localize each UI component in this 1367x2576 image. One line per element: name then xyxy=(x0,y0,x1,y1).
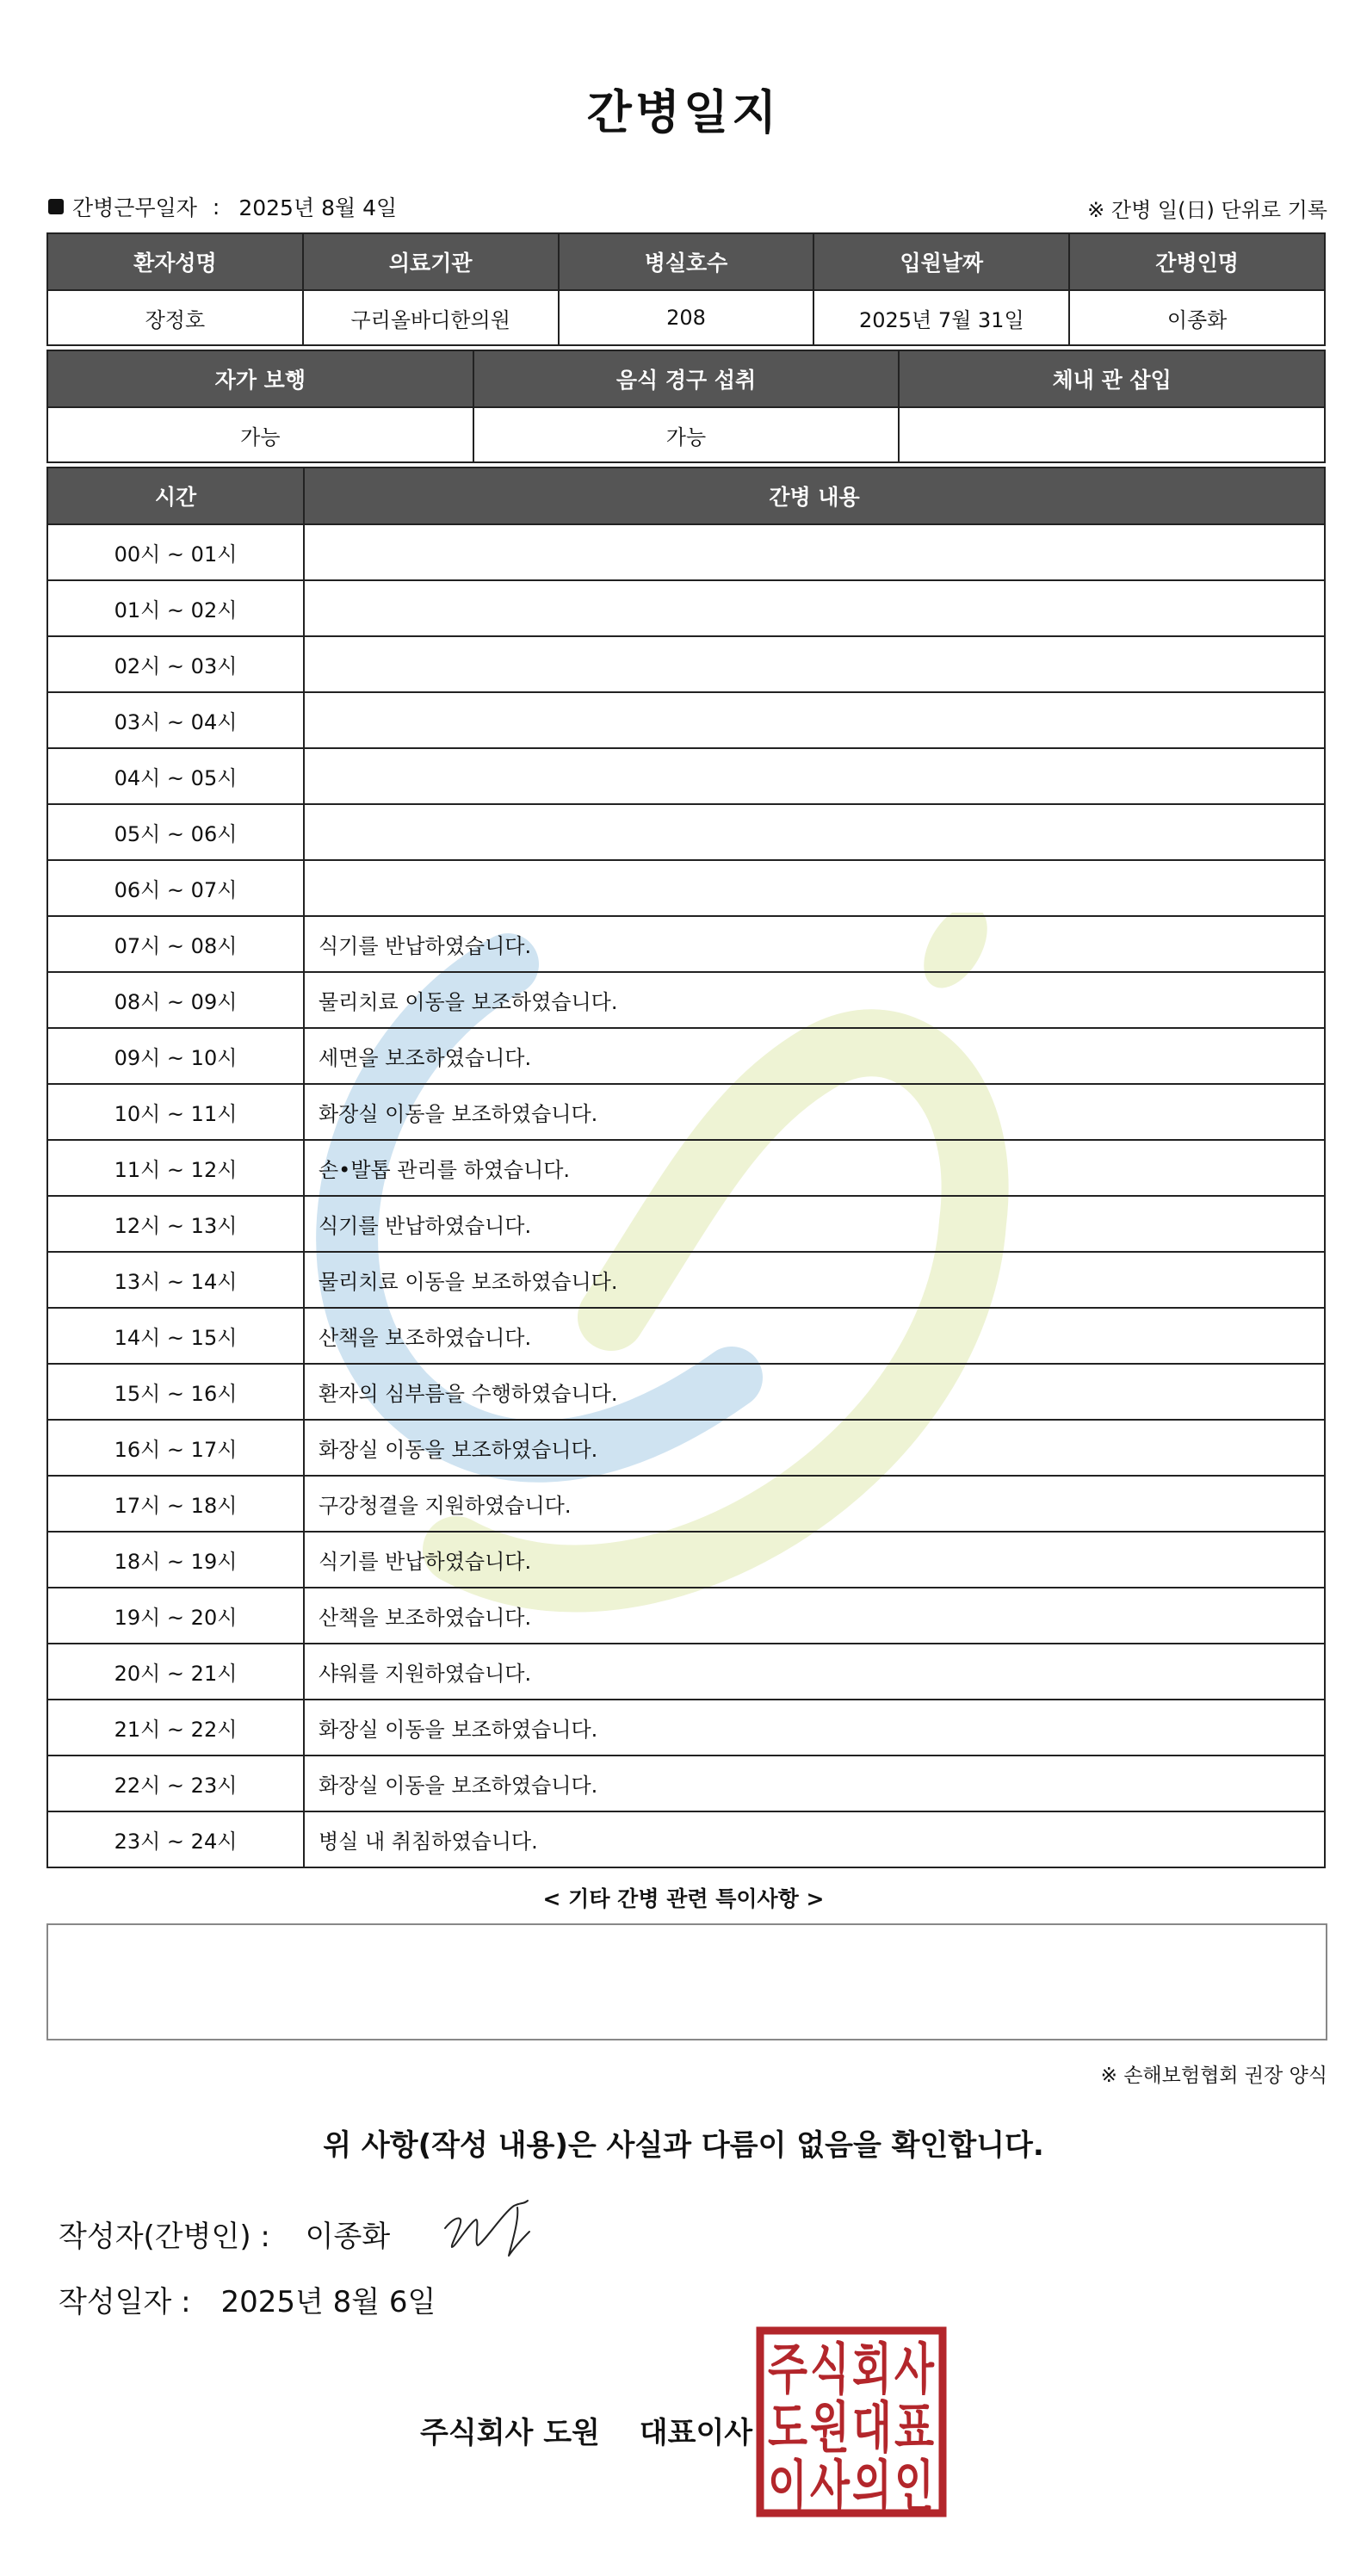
log-content xyxy=(304,692,1325,748)
bullet-square-icon xyxy=(48,199,64,214)
log-content: 식기를 반납하였습니다. xyxy=(304,1532,1325,1588)
seal-glyph: 표 xyxy=(894,2397,935,2461)
log-time: 23시 ~ 24시 xyxy=(47,1811,304,1867)
log-content: 산책을 보조하였습니다. xyxy=(304,1308,1325,1364)
log-time: 06시 ~ 07시 xyxy=(47,860,304,916)
header-time: 시간 xyxy=(47,468,304,524)
log-row xyxy=(47,1756,1325,1811)
hourly-care-log-table xyxy=(46,467,1326,1868)
log-row xyxy=(47,1308,1325,1364)
log-time: 09시 ~ 10시 xyxy=(47,1028,304,1084)
seal-glyph: 의 xyxy=(852,2455,892,2517)
log-time: 10시 ~ 11시 xyxy=(47,1084,304,1140)
header-self-walking: 자가 보행 xyxy=(47,350,473,407)
recommend-note: ※ 손해보험협회 권장 양식 xyxy=(1100,2065,1327,2087)
writer-line xyxy=(59,2213,390,2255)
patient-info-table xyxy=(46,232,1326,346)
hospital-name: 구리올바디한의원 xyxy=(303,290,559,345)
writer-name: 이종화 xyxy=(305,2220,391,2254)
log-row xyxy=(47,1811,1325,1867)
seal-glyph: 주 xyxy=(768,2338,808,2402)
log-row xyxy=(47,972,1325,1028)
log-body xyxy=(47,524,1325,1867)
confirmation-statement: 위 사항(작성 내용)은 사실과 다름이 없음을 확인합니다. xyxy=(323,2128,1044,2163)
log-time: 20시 ~ 21시 xyxy=(47,1644,304,1700)
work-date-label: 간병근무일자 xyxy=(72,195,197,220)
log-time: 03시 ~ 04시 xyxy=(47,692,304,748)
log-row xyxy=(47,1084,1325,1140)
header-care-content: 간병 내용 xyxy=(304,468,1325,524)
log-content xyxy=(304,524,1325,580)
log-row xyxy=(47,1028,1325,1084)
self-walking-value: 가능 xyxy=(47,407,473,462)
document-title: 간병일지 xyxy=(586,85,781,139)
log-content: 물리치료 이동을 보조하였습니다. xyxy=(304,1252,1325,1308)
log-time: 17시 ~ 18시 xyxy=(47,1476,304,1532)
header-caregiver-name: 간병인명 xyxy=(1069,233,1325,290)
log-time: 07시 ~ 08시 xyxy=(47,916,304,972)
tube-insertion-value xyxy=(899,407,1325,462)
writer-label: 작성자(간병인) : xyxy=(59,2220,270,2254)
patient-status-header-row xyxy=(47,350,1325,407)
caregiver-name: 이종화 xyxy=(1069,290,1325,345)
log-row xyxy=(47,1252,1325,1308)
header-oral-intake: 음식 경구 섭취 xyxy=(473,350,900,407)
log-time: 11시 ~ 12시 xyxy=(47,1140,304,1196)
seal-glyph: 사 xyxy=(894,2338,935,2402)
seal-glyph: 이 xyxy=(768,2455,807,2517)
seal-glyph: 회 xyxy=(852,2338,892,2402)
log-row xyxy=(47,1420,1325,1476)
log-time: 01시 ~ 02시 xyxy=(47,580,304,636)
log-time: 21시 ~ 22시 xyxy=(47,1700,304,1756)
company-name: 주식회사 도원 xyxy=(420,2416,600,2450)
log-row xyxy=(47,804,1325,860)
remarks-box xyxy=(46,1923,1327,2040)
company-signoff xyxy=(420,2409,752,2451)
write-date-label: 작성일자 : xyxy=(59,2285,191,2319)
log-time: 15시 ~ 16시 xyxy=(47,1364,304,1420)
seal-glyph: 원 xyxy=(810,2397,850,2461)
log-row xyxy=(47,748,1325,804)
log-row xyxy=(47,636,1325,692)
seal-glyph: 식 xyxy=(810,2338,850,2402)
log-row xyxy=(47,860,1325,916)
log-content: 구강청결을 지원하였습니다. xyxy=(304,1476,1325,1532)
log-time: 00시 ~ 01시 xyxy=(47,524,304,580)
header-room-number: 병실호수 xyxy=(559,233,814,290)
work-date-separator: : xyxy=(212,194,220,220)
log-content xyxy=(304,804,1325,860)
header-admission-date: 입원날짜 xyxy=(813,233,1069,290)
room-number: 208 xyxy=(559,290,814,345)
log-content: 환자의 심부름을 수행하였습니다. xyxy=(304,1364,1325,1420)
log-content xyxy=(304,860,1325,916)
log-row xyxy=(47,692,1325,748)
log-content: 식기를 반납하였습니다. xyxy=(304,916,1325,972)
log-row xyxy=(47,1532,1325,1588)
log-content xyxy=(304,636,1325,692)
log-time: 12시 ~ 13시 xyxy=(47,1196,304,1252)
remarks-title: < 기타 간병 관련 특이사항 > xyxy=(542,1886,825,1911)
log-content: 물리치료 이동을 보조하였습니다. xyxy=(304,972,1325,1028)
log-content xyxy=(304,748,1325,804)
log-content: 병실 내 취침하였습니다. xyxy=(304,1811,1325,1867)
handwritten-signature xyxy=(435,2194,538,2271)
patient-info-header-row xyxy=(47,233,1325,290)
write-date-value: 2025년 8월 6일 xyxy=(220,2285,436,2319)
log-content xyxy=(304,580,1325,636)
log-content: 샤워를 지원하였습니다. xyxy=(304,1644,1325,1700)
patient-status-table xyxy=(46,350,1326,463)
log-time: 13시 ~ 14시 xyxy=(47,1252,304,1308)
header-tube-insertion: 체내 관 삽입 xyxy=(899,350,1325,407)
unit-note: ※ 간병 일(日) 단위로 기록 xyxy=(1087,198,1327,222)
write-date-line xyxy=(59,2278,436,2320)
log-content: 화장실 이동을 보조하였습니다. xyxy=(304,1756,1325,1811)
log-time: 05시 ~ 06시 xyxy=(47,804,304,860)
patient-status-value-row xyxy=(47,407,1325,462)
log-time: 19시 ~ 20시 xyxy=(47,1588,304,1644)
patient-info-value-row xyxy=(47,290,1325,345)
log-content: 손•발톱 관리를 하였습니다. xyxy=(304,1140,1325,1196)
log-row xyxy=(47,1476,1325,1532)
log-row xyxy=(47,1196,1325,1252)
log-row xyxy=(47,580,1325,636)
log-time: 18시 ~ 19시 xyxy=(47,1532,304,1588)
log-content: 화장실 이동을 보조하였습니다. xyxy=(304,1700,1325,1756)
log-content: 화장실 이동을 보조하였습니다. xyxy=(304,1420,1325,1476)
header-patient-name: 환자성명 xyxy=(47,233,303,290)
log-time: 04시 ~ 05시 xyxy=(47,748,304,804)
log-row xyxy=(47,1140,1325,1196)
work-date xyxy=(48,191,397,222)
log-content: 식기를 반납하였습니다. xyxy=(304,1196,1325,1252)
log-row xyxy=(47,1364,1325,1420)
seal-glyph: 대 xyxy=(852,2397,892,2461)
log-content: 화장실 이동을 보조하였습니다. xyxy=(304,1084,1325,1140)
log-content: 산책을 보조하였습니다. xyxy=(304,1588,1325,1644)
admission-date: 2025년 7월 31일 xyxy=(813,290,1069,345)
log-row xyxy=(47,1644,1325,1700)
log-row xyxy=(47,524,1325,580)
seal-glyph: 사 xyxy=(810,2455,851,2517)
log-content: 세면을 보조하였습니다. xyxy=(304,1028,1325,1084)
patient-name: 장정호 xyxy=(47,290,303,345)
log-time: 02시 ~ 03시 xyxy=(47,636,304,692)
work-date-value: 2025년 8월 4일 xyxy=(238,195,398,220)
log-time: 08시 ~ 09시 xyxy=(47,972,304,1028)
log-header-row xyxy=(47,468,1325,524)
log-time: 16시 ~ 17시 xyxy=(47,1420,304,1476)
seal-glyph: 인 xyxy=(894,2455,934,2517)
seal-glyph: 도 xyxy=(768,2397,808,2461)
header-hospital: 의료기관 xyxy=(303,233,559,290)
log-row xyxy=(47,1588,1325,1644)
oral-intake-value: 가능 xyxy=(473,407,900,462)
log-row xyxy=(47,1700,1325,1756)
log-time: 22시 ~ 23시 xyxy=(47,1756,304,1811)
ceo-title: 대표이사 xyxy=(639,2416,753,2450)
log-row xyxy=(47,916,1325,972)
log-time: 14시 ~ 15시 xyxy=(47,1308,304,1364)
company-seal-stamp xyxy=(756,2326,947,2517)
